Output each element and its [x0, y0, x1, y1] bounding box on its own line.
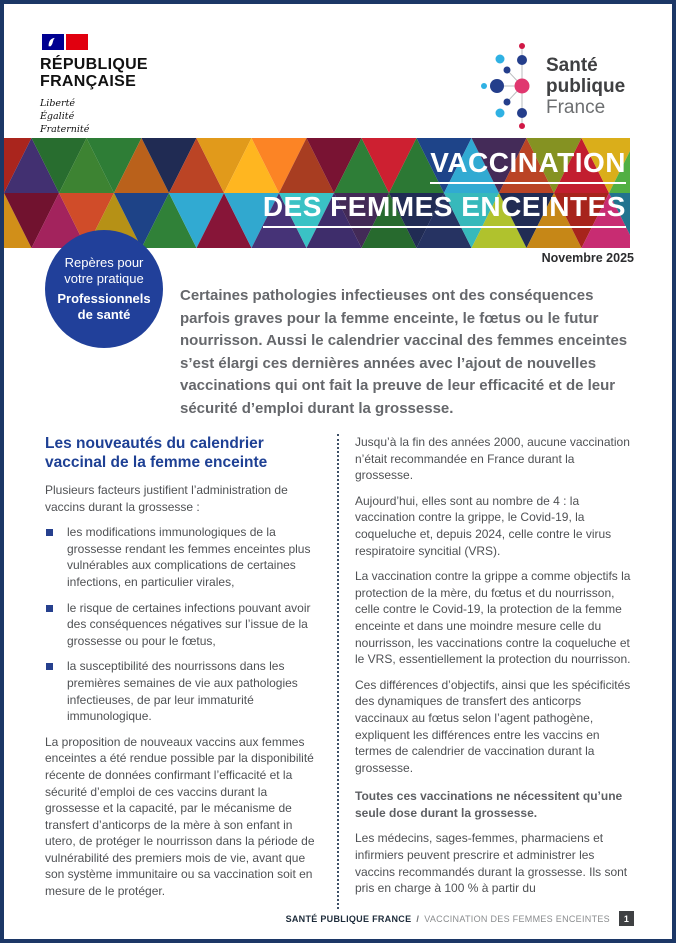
right-paragraph-4: Ces différences d’objectifs, ainsi que les spécificités des dynamiques de transfert des anticorps vaccinaux au fœtus selon l’agent pathogène, expliquent les différences entre les vaccins en termes de calendrier de vaccination durant la grossesse.	[355, 677, 631, 775]
sante-publique-france-logo	[476, 40, 625, 132]
right-paragraph-3: La vaccination contre la grippe a comme objectifs la protection de la mère, du fœtus et du nourrisson, celle contre le Covid-19, la protection de la femme enceinte et dans une moindre mesure celle du nourrisson, les vaccinations contre la coqueluche et le VRS, essentiellement la protection du nourrisson.	[355, 569, 631, 667]
bullet-item	[45, 524, 323, 590]
right-last-paragraph: Les médecins, sages-femmes, pharmaciens et infirmiers peuvent prescrire et administrer les vaccins recommandés durant la grossesse. Ils sont pris en charge à 100 % à partir du	[355, 831, 628, 896]
bullet-list	[45, 524, 323, 725]
column-divider	[337, 434, 339, 909]
badge-top-text: Repères pour votre pratique	[64, 255, 144, 286]
footer-doc-title: VACCINATION DES FEMMES ENCEINTES	[424, 913, 610, 924]
spf-network-icon	[476, 40, 538, 132]
motto-liberte: Liberté	[40, 98, 76, 109]
audience-badge	[45, 230, 163, 348]
bullet-text: les modifications immunologiques de la grossesse rendant les femmes enceintes plus vulnérables aux complications de certaines infections, en particulier virales,	[67, 525, 311, 589]
left-paragraph-1: Plusieurs facteurs justifient l’administration de vaccins durant la grossesse :	[45, 483, 288, 514]
section-heading: Les nouveautés du calendrier vaccinal de la femme enceinte	[45, 435, 268, 471]
badge-bottom-text: Professionnels de santé	[57, 291, 151, 322]
title-line-1: VACCINATION	[430, 148, 626, 184]
intro-paragraph: Certaines pathologies infectieuses ont des conséquences parfois graves pour la femme enceinte, le fœtus ou le futur nourrisson. Aussi le calendrier vaccinal des femmes enceintes s’est élargi ces dernières années avec l’ajout de nouvelles vaccinations qui ont fait la preuve de leur efficacité et de leur sécurité d’emploi durant la grossesse.	[180, 287, 628, 417]
footer-separator: /	[416, 913, 420, 924]
publication-date: Novembre 2025	[541, 251, 634, 265]
french-flag-icon	[42, 34, 190, 50]
bullet-square-icon	[46, 529, 53, 536]
motto-egalite: Égalité	[40, 111, 75, 122]
rf-title-line2: FRANÇAISE	[40, 73, 137, 90]
flag-blue-block	[42, 34, 64, 50]
bullet-text: la susceptibilité des nourrissons dans les premières semaines de vie aux pathologies infectieuses, de par leur immaturité immunologique.	[67, 659, 298, 724]
body-columns	[45, 434, 633, 909]
spf-line3: France	[546, 96, 606, 118]
bullet-square-icon	[46, 605, 53, 612]
rf-motto	[40, 97, 190, 136]
page-number-badge: 1	[619, 911, 634, 926]
rf-title	[40, 56, 190, 90]
flag-red-block	[66, 34, 88, 50]
bullet-item	[45, 658, 323, 724]
document-title	[263, 148, 626, 228]
right-bold-paragraph: Toutes ces vaccinations ne nécessitent qu’une seule dose durant la grossesse.	[355, 789, 623, 820]
right-paragraph-2: Aujourd’hui, elles sont au nombre de 4 : la vaccination contre la grippe, le Covid-19, la coqueluche et, depuis 2024, celle contre le virus respiratoire syncitial (VRS).	[355, 493, 612, 558]
title-line-2: DES FEMMES ENCEINTES	[263, 192, 626, 228]
rf-title-line1: RÉPUBLIQUE	[40, 56, 148, 73]
spf-line1: Santé	[546, 54, 598, 76]
bullet-square-icon	[46, 663, 53, 670]
left-column	[45, 434, 323, 909]
motto-fraternite: Fraternité	[40, 124, 90, 135]
left-paragraph-2: La proposition de nouveaux vaccins aux femmes enceintes a été rendue possible par la disponibilité récente de données confirmant l’efficacité et la sécurité d’emploi de ces vaccins durant la grossesse et la capacité, par le mécanisme de transfert d’anticorps de la mère à son enfant in utero, de protéger le nourrisson dans la période de vulnérabilité des premiers mois de vie, avant que son système immunitaire ou sa vaccination soit en mesure de le protéger.	[45, 734, 315, 899]
bullet-item	[45, 600, 323, 650]
page-footer	[286, 911, 634, 926]
spf-wordmark	[546, 55, 625, 118]
right-column	[355, 434, 633, 909]
spf-line2: publique	[546, 75, 626, 97]
marianne-icon	[45, 36, 59, 48]
republique-francaise-logo	[40, 34, 190, 136]
right-paragraph-1: Jusqu’à la fin des années 2000, aucune vaccination n’était recommandée en France durant la grossesse.	[355, 435, 630, 483]
bullet-text: le risque de certaines infections pouvant avoir des conséquences négatives sur l’issue de la grossesse ou pour le fœtus,	[67, 600, 311, 648]
footer-brand: SANTÉ PUBLIQUE FRANCE	[285, 913, 412, 924]
